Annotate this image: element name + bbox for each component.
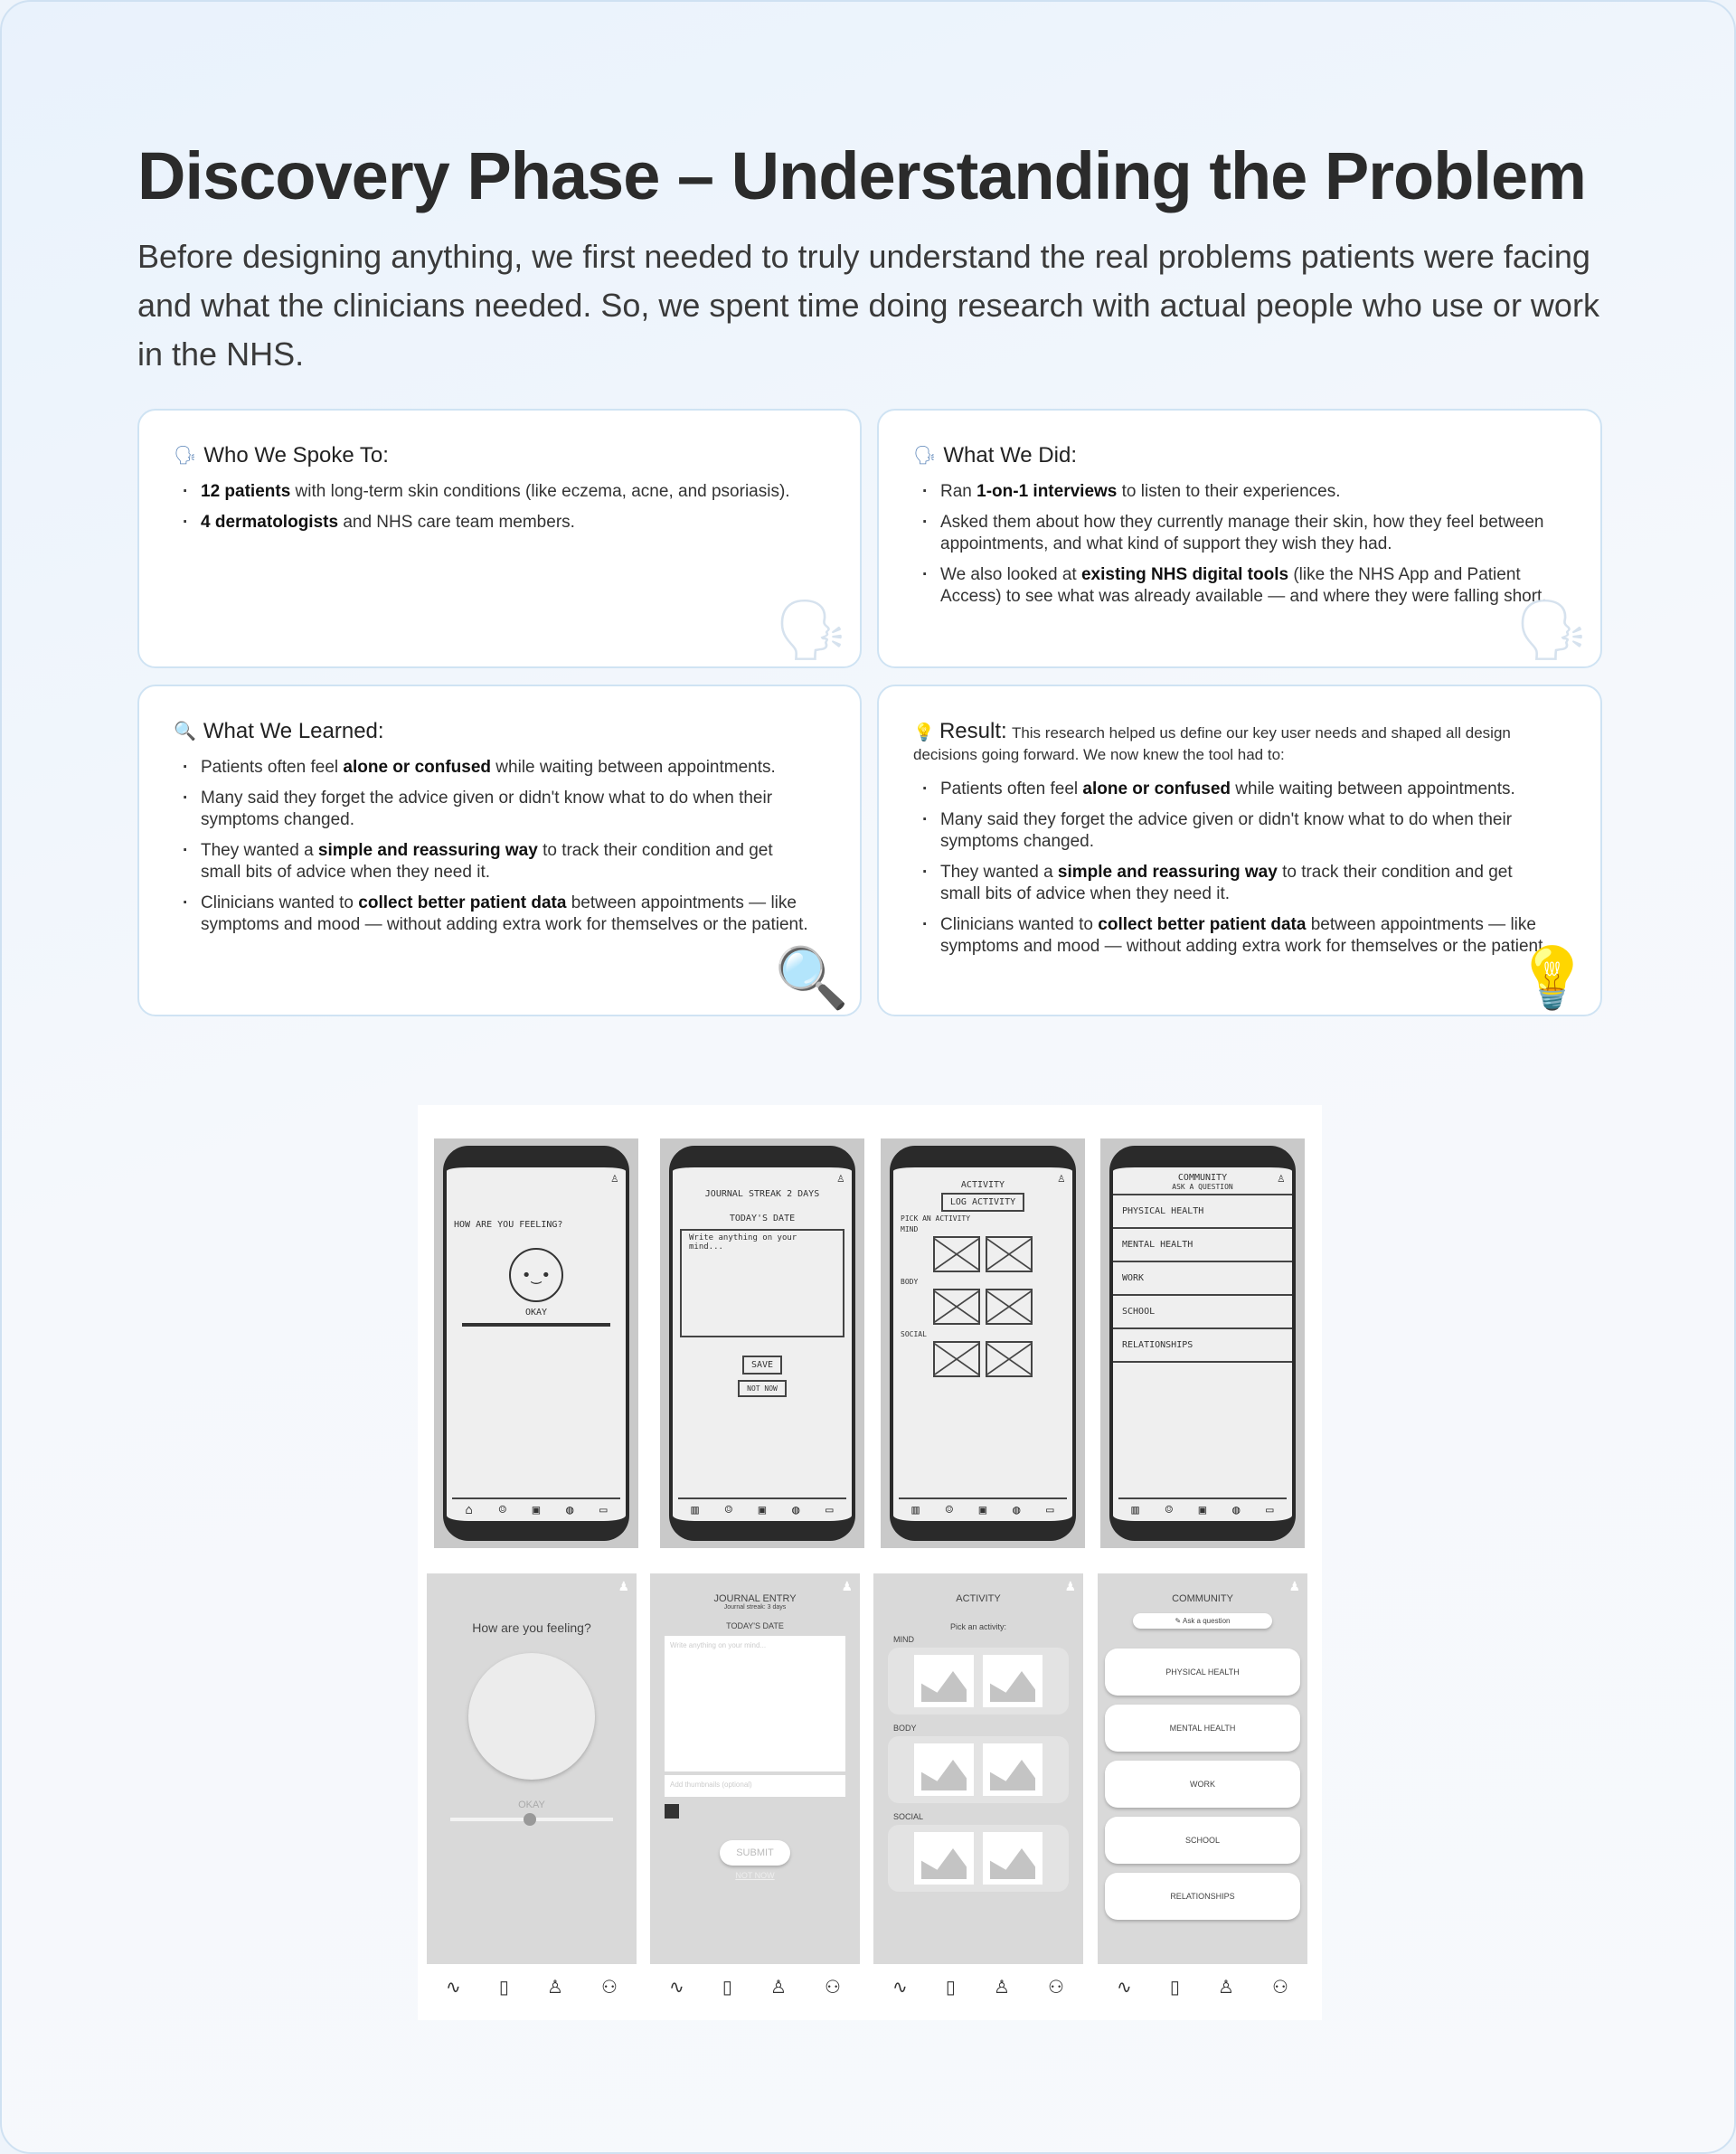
user-icon: ♟ xyxy=(1064,1579,1076,1593)
social-label: SOCIAL xyxy=(893,1812,924,1821)
speaking-head-icon: 🗣 xyxy=(773,596,849,663)
card-what-we-did xyxy=(877,409,1602,668)
bottom-nav: ▥ ☺ ▣ ◍ ▭ xyxy=(899,1497,1067,1517)
item-text: They wanted a xyxy=(201,841,318,860)
topic-item[interactable]: SCHOOL xyxy=(1105,1817,1300,1864)
bullet-list xyxy=(913,481,1555,608)
bottom-nav: ⌂ ☺ ▣ ◍ ▭ xyxy=(452,1497,620,1517)
speaking-head-icon: 🗣 xyxy=(913,446,937,466)
list-item xyxy=(201,840,815,883)
item-text: while waiting between appointments. xyxy=(491,758,776,777)
list-item xyxy=(940,564,1555,608)
speaking-head-icon: 🗣 xyxy=(174,446,197,466)
digital-journal-screen xyxy=(650,1573,860,2009)
card-what-we-learned xyxy=(137,685,862,1016)
mood-level: OKAY xyxy=(524,1308,548,1318)
submit-button[interactable]: SUBMIT xyxy=(720,1840,790,1866)
list-item xyxy=(940,809,1555,853)
screen-title: JOURNAL ENTRY xyxy=(713,1593,797,1604)
bold-text: 12 patients xyxy=(201,482,291,501)
item-text: (like the NHS App and Patient Access) to see what was already available — and where they were falling short. xyxy=(940,565,1547,606)
item-text: Patients often feel xyxy=(201,758,344,777)
list-item xyxy=(201,757,815,779)
speaking-head-icon: 🗣 xyxy=(1514,596,1590,663)
screen-title: ACTIVITY xyxy=(956,1593,1001,1604)
lightbulb-icon: 💡 xyxy=(913,723,935,742)
card-heading: Result: xyxy=(939,719,1007,743)
digital-activity-screen xyxy=(873,1573,1083,2009)
pick-label: Pick an activity: xyxy=(949,1622,1007,1631)
bottom-nav: ∿ ▯ ♙ ⚇ xyxy=(427,1964,637,2009)
user-icon: ♟ xyxy=(618,1579,629,1593)
item-text: while waiting between appointments. xyxy=(1231,779,1515,798)
user-icon: ♟ xyxy=(841,1579,853,1593)
bold-text: collect better patient data xyxy=(358,893,567,912)
user-icon: ♙ xyxy=(1057,1171,1065,1186)
bold-text: simple and reassuring way xyxy=(317,841,538,860)
mood-slider[interactable] xyxy=(450,1818,613,1821)
bold-text: alone or confused xyxy=(343,758,492,777)
card-result xyxy=(877,685,1602,1016)
user-icon: ♙ xyxy=(1277,1171,1285,1186)
list-item xyxy=(940,481,1555,503)
magnifier-icon: 🔍 xyxy=(774,944,849,1011)
digital-community-screen xyxy=(1098,1573,1307,2009)
topic-item[interactable]: PHYSICAL HEALTH xyxy=(1113,1195,1292,1229)
list-item xyxy=(201,481,815,503)
bottom-nav: ▥ ☺ ▣ ◍ ▭ xyxy=(1118,1497,1287,1517)
bullet-list xyxy=(174,481,815,534)
body-label: BODY xyxy=(893,1724,917,1733)
page-title: Discovery Phase – Understanding the Problem xyxy=(137,138,1586,213)
card-heading: Who We Spoke To: xyxy=(203,443,389,468)
magnifier-icon: 🔍 xyxy=(174,722,196,742)
mood-level: OKAY xyxy=(518,1800,545,1810)
bottom-nav: ∿ ▯ ♙ ⚇ xyxy=(873,1964,1083,2009)
lightbulb-icon: 💡 xyxy=(1514,944,1590,1011)
item-text: to track their condition and get small bits of advice when they need it. xyxy=(201,841,773,882)
ask-question-label: Ask a question xyxy=(1183,1617,1231,1625)
item-text: Clinicians wanted to xyxy=(940,915,1099,934)
mind-label: MIND xyxy=(901,1225,919,1233)
date-label: TODAY'S DATE xyxy=(726,1621,784,1630)
face-icon: •‿• xyxy=(509,1248,563,1302)
bottom-nav: ∿ ▯ ♙ ⚇ xyxy=(650,1964,860,2009)
mood-question: How are you feeling? xyxy=(472,1620,591,1635)
card-heading: What We Did: xyxy=(943,443,1077,468)
social-label: SOCIAL xyxy=(901,1330,927,1338)
not-now-button: NOT NOW xyxy=(738,1380,787,1397)
item-text: Patients often feel xyxy=(940,779,1083,798)
user-icon: ♙ xyxy=(836,1171,844,1186)
neutral-face-icon xyxy=(468,1653,595,1780)
sketch-community-screen xyxy=(1100,1138,1305,1548)
item-text: and NHS care team members. xyxy=(338,513,575,532)
topic-item[interactable]: WORK xyxy=(1113,1262,1292,1296)
screen-title: COMMUNITY xyxy=(1177,1173,1228,1183)
mind-carousel[interactable] xyxy=(888,1648,1069,1715)
item-text: We also looked at xyxy=(940,565,1081,584)
topic-item[interactable]: RELATIONSHIPS xyxy=(1105,1873,1300,1920)
screen-title: COMMUNITY xyxy=(1172,1593,1233,1604)
ask-question-button[interactable] xyxy=(1133,1613,1272,1629)
pick-label: PICK AN ACTIVITY xyxy=(901,1214,971,1223)
mind-label: MIND xyxy=(893,1635,914,1644)
topic-item[interactable]: SCHOOL xyxy=(1113,1296,1292,1329)
item-text: to track their condition and get small bits of advice when they need it. xyxy=(940,863,1513,903)
item-text: with long-term skin conditions (like eczema, acne, and psoriasis). xyxy=(290,482,790,501)
bold-text: 1-on-1 interviews xyxy=(976,482,1118,501)
bottom-nav: ▥ ☺ ▣ ◍ ▭ xyxy=(678,1497,846,1517)
sketch-journal-screen xyxy=(660,1138,864,1548)
bold-text: collect better patient data xyxy=(1098,915,1307,934)
card-heading: What We Learned: xyxy=(203,719,384,743)
save-button: SAVE xyxy=(742,1356,782,1375)
body-carousel[interactable] xyxy=(888,1736,1069,1803)
bold-text: existing NHS digital tools xyxy=(1080,565,1289,584)
topic-item[interactable]: MENTAL HEALTH xyxy=(1113,1229,1292,1262)
item-text: Many said they forget the advice given or didn't know what to do when their symptoms changed. xyxy=(940,810,1513,851)
bullet-list xyxy=(174,757,815,936)
item-text: Many said they forget the advice given or didn't know what to do when their symptoms changed. xyxy=(201,789,773,829)
bold-text: 4 dermatologists xyxy=(201,513,339,532)
intro-paragraph: Before designing anything, we first needed to truly understand the real problems patients were facing and what the clinicians needed. So, we spent time doing research with actual people who use or work in the NHS. xyxy=(137,238,1599,373)
bold-text: alone or confused xyxy=(1082,779,1231,798)
list-item xyxy=(201,893,815,936)
not-now-link[interactable]: NOT NOW xyxy=(735,1871,775,1880)
list-item xyxy=(201,788,815,831)
topic-item[interactable]: RELATIONSHIPS xyxy=(1113,1329,1292,1363)
thumbnails-input[interactable]: Add thumbnails (optional) xyxy=(665,1775,845,1797)
list-item xyxy=(940,779,1555,800)
topic-item[interactable]: WORK xyxy=(1105,1761,1300,1808)
user-icon: ♟ xyxy=(1288,1579,1300,1593)
bold-text: simple and reassuring way xyxy=(1057,863,1278,882)
social-carousel[interactable] xyxy=(888,1825,1069,1892)
item-text: to listen to their experiences. xyxy=(1117,482,1341,501)
topic-item[interactable]: MENTAL HEALTH xyxy=(1105,1705,1300,1752)
item-text: between appointments — like symptoms and mood — without adding extra work for themselves or the patient. xyxy=(201,893,808,934)
slider-thumb[interactable] xyxy=(524,1813,536,1826)
journal-textarea[interactable]: Write anything on your mind... xyxy=(665,1636,845,1771)
item-text: Ran xyxy=(940,482,977,501)
list-item xyxy=(940,512,1555,555)
list-item xyxy=(940,862,1555,905)
streak-text: JOURNAL STREAK 2 DAYS xyxy=(704,1189,820,1199)
item-text: Asked them about how they currently manage their skin, how they feel between appointments, and what kind of support they wish they had. xyxy=(940,513,1544,553)
user-icon: ♙ xyxy=(610,1171,618,1186)
streak-text: Journal streak: 3 days xyxy=(723,1604,787,1611)
sketch-question: HOW ARE YOU FEELING? xyxy=(454,1220,563,1230)
list-item xyxy=(201,512,815,534)
wireframes-image xyxy=(418,1105,1322,2020)
card-who-we-spoke-to xyxy=(137,409,862,668)
journal-textarea: Write anything on your mind... xyxy=(680,1229,844,1337)
sketch-mood-screen xyxy=(434,1138,638,1548)
mood-slider xyxy=(462,1323,610,1327)
bottom-nav: ∿ ▯ ♙ ⚇ xyxy=(1098,1964,1307,2009)
date-label: TODAY'S DATE xyxy=(729,1214,796,1223)
digital-mood-screen xyxy=(427,1573,637,2009)
screen-title: ACTIVITY xyxy=(960,1180,1005,1190)
bullet-list xyxy=(913,779,1555,958)
item-text: They wanted a xyxy=(940,863,1058,882)
camera-icon[interactable] xyxy=(665,1804,679,1819)
ask-question-button: ASK A QUESTION xyxy=(1113,1183,1292,1195)
sketch-activity-screen xyxy=(881,1138,1085,1548)
body-label: BODY xyxy=(901,1278,919,1286)
result-intro: This research helped us define our key user needs and shaped all design decisions going forward. We now knew the tool had to: xyxy=(913,724,1511,763)
item-text: between appointments — like symptoms and mood — without adding extra work for themselves or the patient. xyxy=(940,915,1548,956)
list-item xyxy=(940,914,1555,958)
topic-item[interactable]: PHYSICAL HEALTH xyxy=(1105,1649,1300,1696)
edit-icon: ✎ xyxy=(1175,1617,1183,1625)
item-text: Clinicians wanted to xyxy=(201,893,359,912)
log-activity-button: LOG ACTIVITY xyxy=(941,1193,1024,1212)
